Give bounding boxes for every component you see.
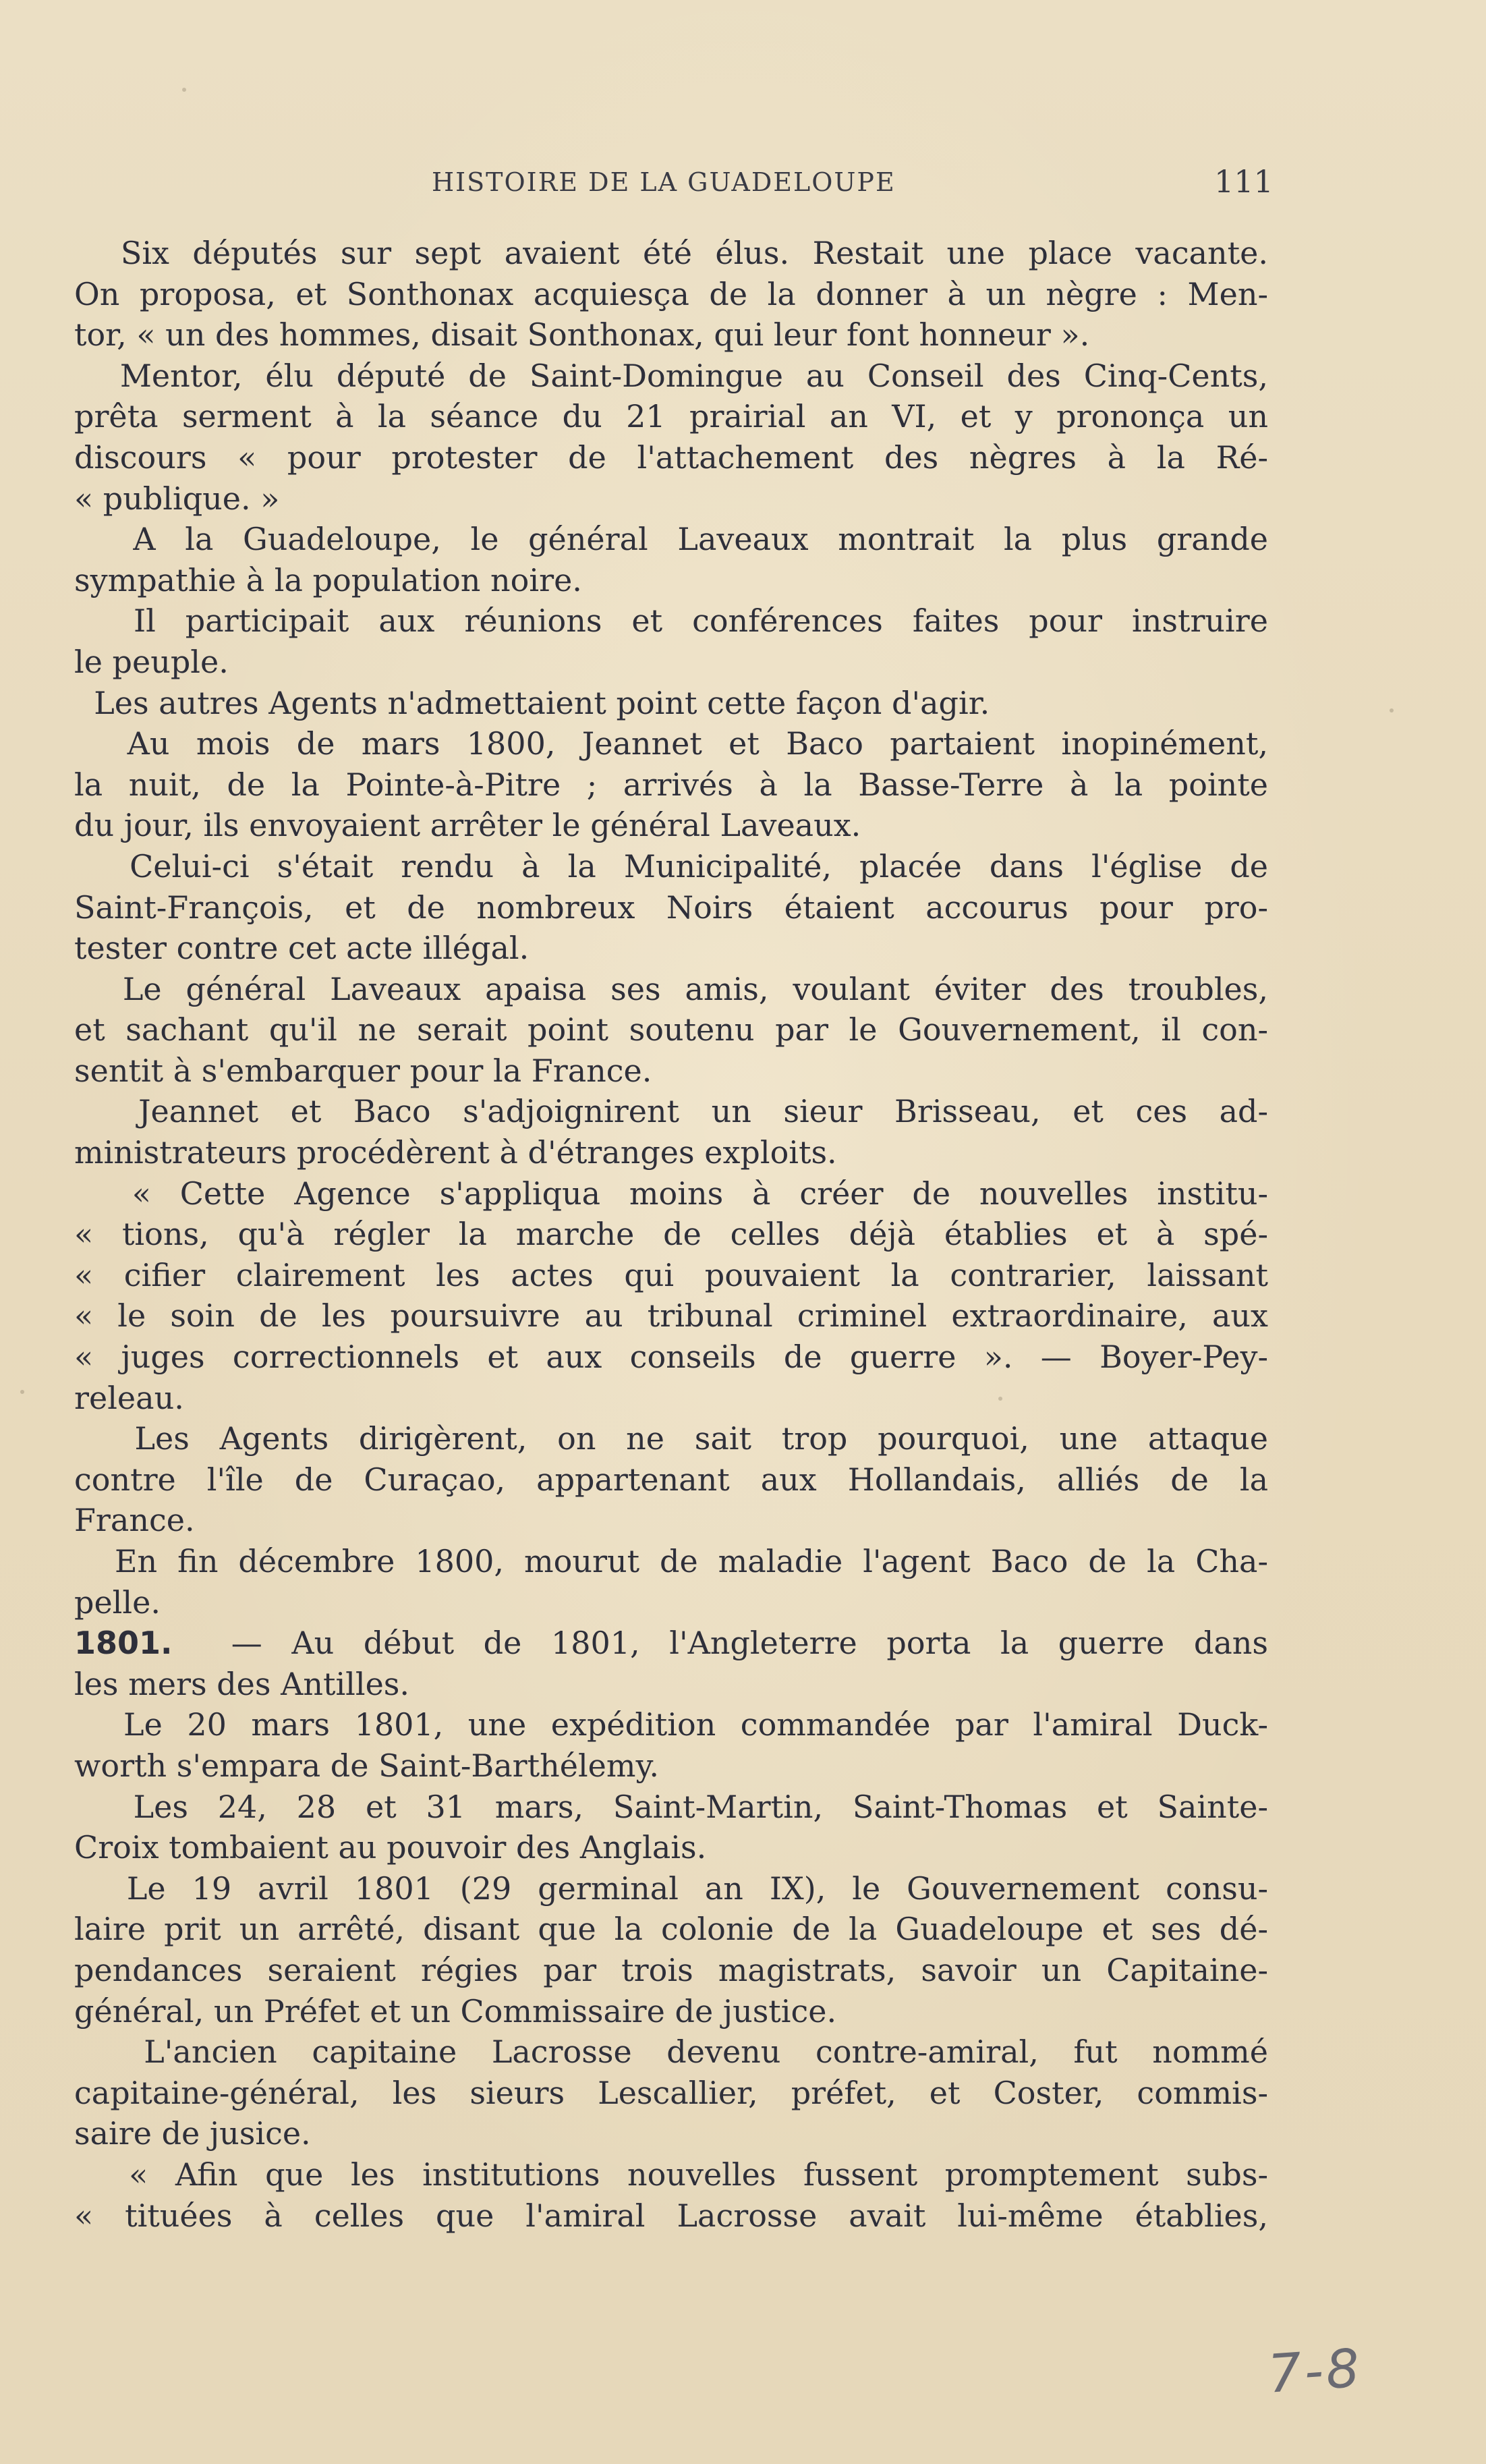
text-line: pelle. — [74, 1584, 161, 1621]
text-line: Les autres Agents n'admettaient point cette façon d'agir. — [74, 684, 990, 721]
text-line: « juges correctionnels et aux conseils de guerre ». — Boyer-Pey- — [74, 1339, 1268, 1376]
text-line: « le soin de les poursuivre au tribunal criminel extraordinaire, aux — [74, 1297, 1268, 1335]
paper-speck — [182, 88, 186, 92]
body-text — [74, 233, 1268, 2236]
text-line: et sachant qu'il ne serait point soutenu par le Gouvernement, il con- — [74, 1011, 1268, 1048]
text-line: Six députés sur sept avaient été élus. Restait une place vacante. — [74, 235, 1268, 271]
paper-speck — [998, 1397, 1002, 1401]
text-line: « tituées à celles que l'amiral Lacrosse avait lui-même établies, — [74, 2197, 1268, 2234]
text-line: France. — [74, 1502, 195, 1539]
text-line: « Afin que les institutions nouvelles fussent promptement subs- — [74, 2156, 1268, 2193]
text-line: En fin décembre 1800, mourut de maladie l'agent Baco de la Cha- — [74, 1543, 1268, 1579]
text-line: général, un Préfet et un Commissaire de justice. — [74, 1992, 837, 2029]
text-line: Au mois de mars 1800, Jeannet et Baco partaient inopinément, — [74, 725, 1268, 762]
text-line: Celui-ci s'était rendu à la Municipalité, placée dans l'église de — [74, 847, 1268, 885]
paper-speck — [20, 1390, 24, 1394]
text-line: du jour, ils envoyaient arrêter le général Laveaux. — [74, 807, 861, 844]
text-line: « publique. » — [74, 480, 280, 517]
text-line: Mentor, élu député de Saint-Domingue au Conseil des Cinq-Cents, — [74, 357, 1268, 394]
text-line: tor, « un des hommes, disait Sonthonax, qui leur font honneur ». — [74, 316, 1090, 354]
text-line: capitaine-général, les sieurs Lescallier, préfet, et Coster, commis- — [74, 2074, 1268, 2111]
text-line: « tions, qu'à régler la marche de celles déjà établies et à spé- — [74, 1216, 1268, 1253]
text-line: laire prit un arrêté, disant que la colonie de la Guadeloupe et ses dé- — [74, 1911, 1268, 1948]
paper-speck — [1390, 708, 1394, 712]
text-line: Jeannet et Baco s'adjoignirent un sieur Brisseau, et ces ad- — [74, 1093, 1268, 1130]
text-line: Le général Laveaux apaisa ses amis, voulant éviter des troubles, — [74, 970, 1268, 1007]
year-heading: 1801. — [74, 1625, 173, 1662]
text-line: ministrateurs procédèrent à d'étranges exploits. — [74, 1134, 837, 1171]
text-line: prêta serment à la séance du 21 prairial an VI, et y prononça un — [74, 398, 1268, 435]
text-line: releau. — [74, 1379, 184, 1416]
text-line: Le 20 mars 1801, une expédition commandée par l'amiral Duck- — [74, 1706, 1268, 1743]
text-line: Le 19 avril 1801 (29 germinal an IX), le Gouvernement consu- — [74, 1870, 1268, 1907]
text-line: discours « pour protester de l'attachement des nègres à la Ré- — [74, 439, 1268, 476]
text-line: le peuple. — [74, 643, 229, 680]
text-line-with-year — [74, 1623, 1268, 1664]
text-line-rest: — Au début de 1801, l'Angleterre porta la guerre dans — [172, 1625, 1268, 1662]
text-line: contre l'île de Curaçao, appartenant aux Hollandais, alliés de la — [74, 1461, 1268, 1498]
text-line: sympathie à la population noire. — [74, 561, 582, 598]
text-line: « cifier clairement les actes qui pouvaient la contrarier, laissant — [74, 1256, 1268, 1293]
text-line: tester contre cet acte illégal. — [74, 930, 530, 967]
text-line: L'ancien capitaine Lacrosse devenu contre-amiral, fut nommé — [74, 2034, 1268, 2071]
text-line: worth s'empara de Saint-Barthélemy. — [74, 1747, 659, 1784]
text-line: la nuit, de la Pointe-à-Pitre ; arrivés à la Basse-Terre à la pointe — [74, 766, 1268, 803]
text-line: A la Guadeloupe, le général Laveaux montrait la plus grande — [74, 521, 1268, 558]
text-line: On proposa, et Sonthonax acquiesça de la donner à un nègre : Men- — [74, 275, 1268, 312]
text-line: Il participait aux réunions et conférences faites pour instruire — [74, 603, 1268, 640]
text-line: pendances seraient régies par trois magistrats, savoir un Capitaine- — [74, 1951, 1268, 1988]
handwritten-note: 7-8 — [1266, 2338, 1365, 2405]
text-line: « Cette Agence s'appliqua moins à créer de nouvelles institu- — [74, 1175, 1268, 1212]
text-line: Saint-François, et de nombreux Noirs étaient accourus pour pro- — [74, 889, 1268, 926]
text-line: Croix tombaient au pouvoir des Anglais. — [74, 1829, 707, 1866]
running-title: HISTOIRE DE LA GUADELOUPE — [432, 167, 896, 197]
running-header — [0, 163, 1486, 208]
text-line: sentit à s'embarquer pour la France. — [74, 1052, 652, 1089]
text-line: Les Agents dirigèrent, on ne sait trop pourquoi, une attaque — [74, 1420, 1268, 1457]
page-number: 111 — [1214, 163, 1274, 200]
text-line: les mers des Antilles. — [74, 1665, 410, 1702]
text-line: Les 24, 28 et 31 mars, Saint-Martin, Saint-Thomas et Sainte- — [74, 1788, 1268, 1825]
text-line: saire de jusice. — [74, 2115, 311, 2152]
